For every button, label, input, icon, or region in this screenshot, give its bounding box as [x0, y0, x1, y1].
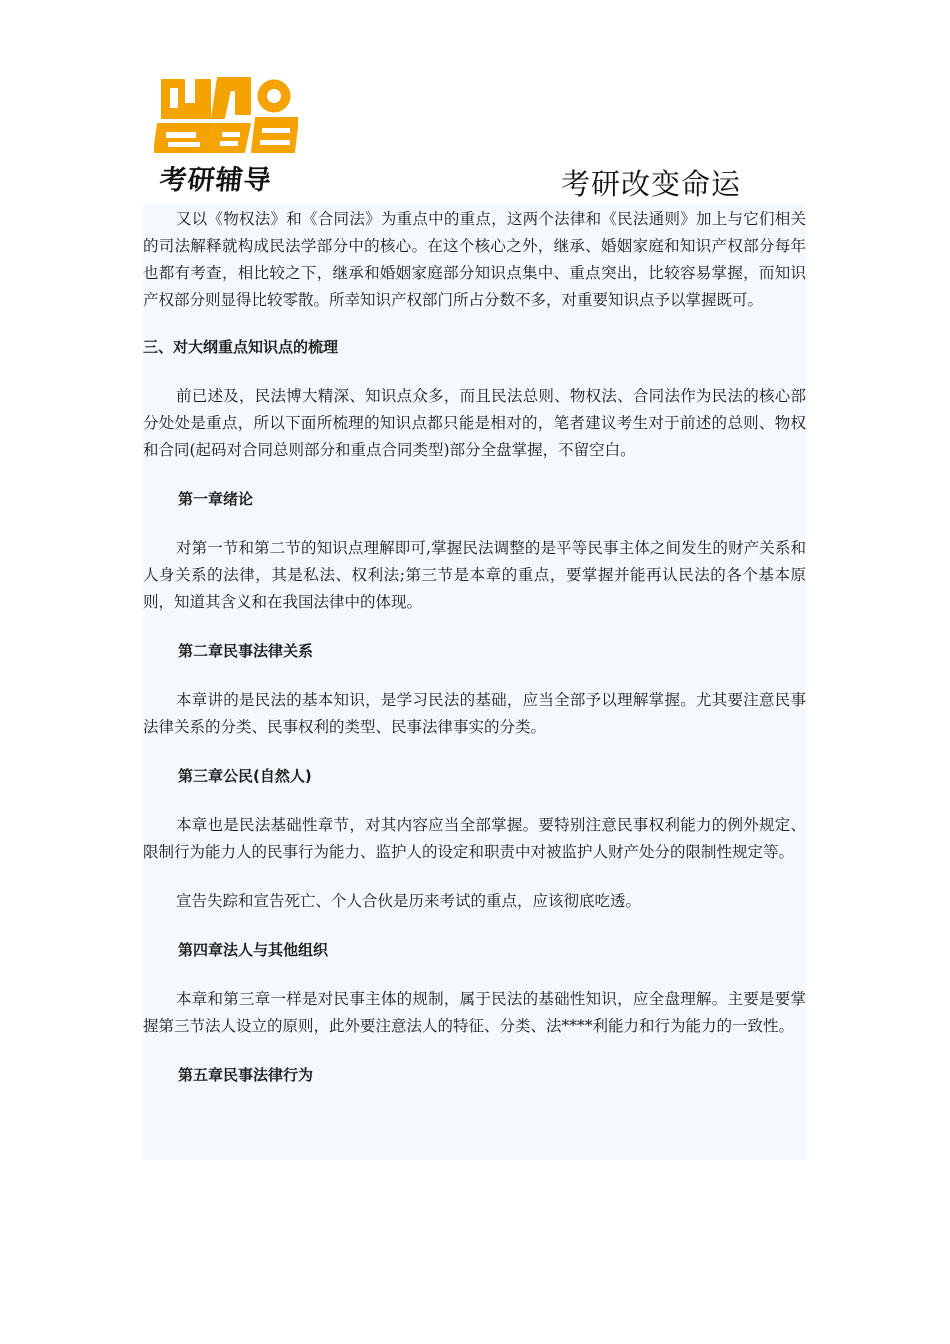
logo-subtitle: 考研辅导 [158, 165, 274, 196]
paragraph: 对第一节和第二节的知识点理解即可,掌握民法调整的是平等民事主体之间发生的财产关系和人身关系的法律，其是私法、权利法;第三节是本章的重点，要掌握并能再认民法的各个基本原则，知道其含义和在我国法律中的体现。 [143, 539, 806, 611]
paragraph: 宣告失踪和宣告死亡、个人合伙是历来考试的重点，应该彻底吃透。 [176, 892, 642, 910]
logo-mark-graphic [154, 74, 298, 156]
slogan: 考研改变命运 [561, 167, 742, 201]
paragraph: 本章讲的是民法的基本知识，是学习民法的基础，应当全部予以理解掌握。尤其要注意民事法律关系的分类、民事权利的类型、民事法律事实的分类。 [143, 691, 806, 736]
paragraph: 本章和第三章一样是对民事主体的规制，属于民法的基础性知识，应全盘理解。主要是要掌握第三节法人设立的原则，此外要注意法人的特征、分类、法****利能力和行为能力的一致性。 [143, 990, 806, 1035]
paragraph: 本章也是民法基础性章节，对其内容应当全部掌握。要特别注意民事权利能力的例外规定、限制行为能力人的民事行为能力、监护人的设定和职责中对被监护人财产处分的限制性规定等。 [143, 816, 806, 861]
paragraph: 前已述及，民法博大精深、知识点众多，而且民法总则、物权法、合同法作为民法的核心部分处处是重点，所以下面所梳理的知识点都只能是相对的，笔者建议考生对于前述的总则、物权和合同(起码对合同总则部分和重点合同类型)部分全盘掌握，不留空白。 [143, 387, 806, 459]
chapter-heading: 第三章公民(自然人) [178, 767, 312, 785]
chapter-heading: 第二章民事法律关系 [178, 642, 314, 660]
section-heading: 三、对大纲重点知识点的梳理 [143, 338, 339, 356]
chapter-heading: 第四章法人与其他组织 [178, 941, 329, 959]
kaicheng-logo [150, 74, 300, 198]
chapter-heading: 第一章绪论 [178, 490, 254, 508]
paragraph: 又以《物权法》和《合同法》为重点中的重点，这两个法律和《民法通则》加上与它们相关的司法解释就构成民法学部分中的核心。在这个核心之外，继承、婚姻家庭和知识产权部分每年也都有考查，相比较之下，继承和婚姻家庭部分知识点集中、重点突出，比较容易掌握，而知识产权部分则显得比较零散。所幸知识产权部门所占分数不多，对重要知识点予以掌握既可。 [143, 210, 806, 309]
document-body [143, 204, 806, 1160]
chapter-heading: 第五章民事法律行为 [178, 1066, 314, 1084]
